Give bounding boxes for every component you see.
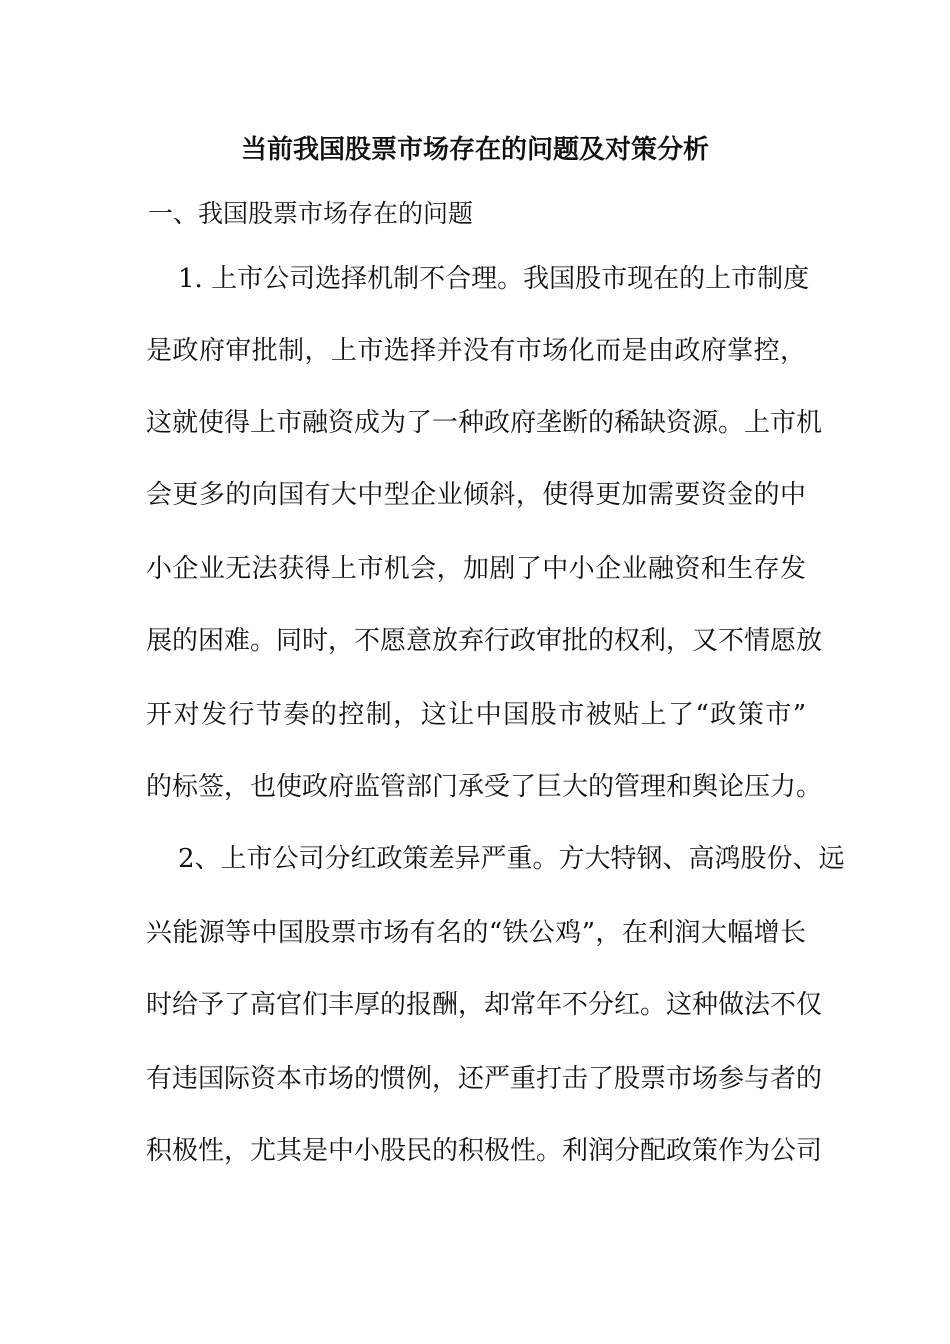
paragraph-line: 会更多的向国有大中型企业倾斜，使得更加需要资金的中 <box>146 480 806 510</box>
paragraph-line: 这就使得上市融资成为了一种政府垄断的稀缺资源。上市机 <box>146 408 823 438</box>
section-heading: 一、我国股票市场存在的问题 <box>148 199 474 228</box>
paragraph-line: 是政府审批制，上市选择并没有市场化而是由政府掌控， <box>146 336 806 366</box>
paragraph-line: 积极性，尤其是中小股民的积极性。利润分配政策作为公司 <box>146 1136 823 1166</box>
paragraph-line: 的标签，也使政府监管部门承受了巨大的管理和舆论压力。 <box>146 772 823 802</box>
paragraph-line: 1. 上市公司选择机制不合理。我国股市现在的上市制度 <box>178 264 810 294</box>
paragraph-line: 兴能源等中国股票市场有名的“铁公鸡”，在利润大幅增长 <box>146 918 806 948</box>
paragraph-line: 小企业无法获得上市机会，加剧了中小企业融资和生存发 <box>146 554 806 584</box>
paragraph-line: 有违国际资本市场的惯例，还严重打击了股票市场参与者的 <box>146 1064 823 1094</box>
paragraph-line: 开对发行节奏的控制，这让中国股市被贴上了“政策市” <box>146 700 806 730</box>
page-title: 当前我国股票市场存在的问题及对策分析 <box>240 135 709 165</box>
paragraph-line: 2、上市公司分红政策差异严重。方大特钢、高鸿股份、远 <box>178 844 845 874</box>
paragraph-line: 时给予了高官们丰厚的报酬，却常年不分红。这种做法不仅 <box>146 990 823 1020</box>
paragraph-line: 展的困难。同时，不愿意放弃行政审批的权利，又不情愿放 <box>146 626 823 656</box>
